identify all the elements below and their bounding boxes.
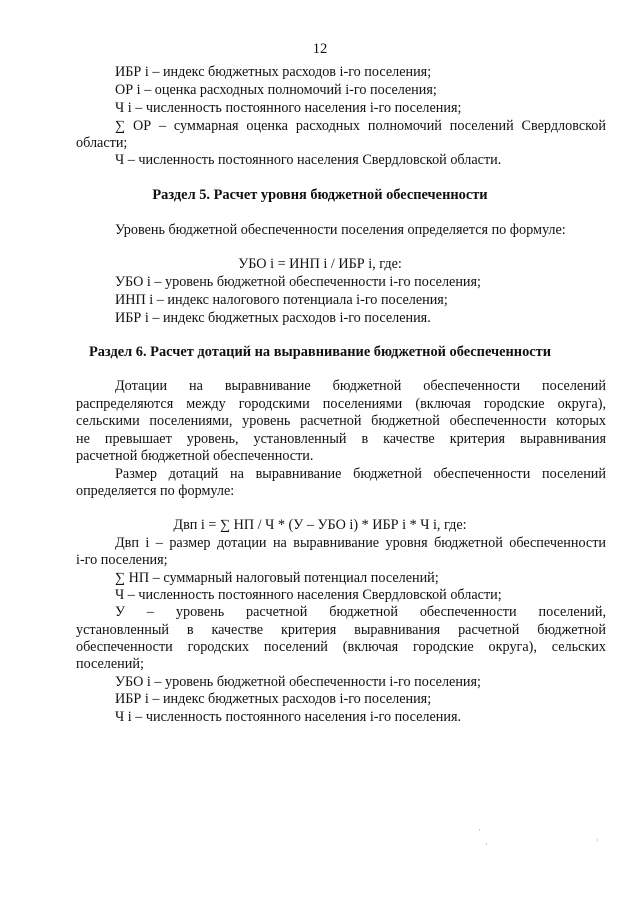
definition-line: ИБР i – индекс бюджетных расходов i-го поселения;: [115, 64, 432, 80]
scan-speck: ·: [478, 826, 481, 835]
section-6-formula: Двп i = ∑ НП / Ч * (У – УБО i) * ИБР i * Ч i, где:: [173, 517, 467, 533]
definition-line: ∑ ОР – суммарная оценка расходных полномочий поселений Свердловской: [115, 118, 606, 134]
definition-line: ∑ НП – суммарный налоговый потенциал поселений;: [115, 570, 439, 586]
definition-line: Ч – численность постоянного населения Свердловской области;: [115, 587, 502, 603]
definition-line: Ч – численность постоянного населения Свердловской области.: [115, 152, 502, 168]
paragraph-line: определяется по формуле:: [76, 483, 235, 499]
section-5-formula: УБО i = ИНП i / ИБР i, где:: [238, 256, 402, 272]
paragraph-line: Размер дотаций на выравнивание бюджетной обеспеченности поселений: [115, 466, 606, 482]
definition-line: Двп i – размер дотации на выравнивание уровня бюджетной обеспеченности: [115, 535, 606, 551]
definition-line: Ч i – численность постоянного населения i-го поселения.: [115, 709, 462, 725]
paragraph-line: сельскими поселениями, уровень расчетной бюджетной обеспеченности которых: [76, 413, 606, 429]
paragraph-line: Дотации на выравнивание бюджетной обеспеченности поселений: [115, 378, 606, 394]
definition-line: ИНП i – индекс налогового потенциала i-го поселения;: [115, 292, 448, 308]
definition-line: обеспеченности городских поселений (включая городские округа), сельских: [76, 639, 606, 655]
definition-line: области;: [76, 135, 128, 151]
definition-line: УБО i – уровень бюджетной обеспеченности i-го поселения;: [115, 674, 481, 690]
paragraph-line: расчетной бюджетной обеспеченности.: [76, 448, 314, 464]
definition-line: Ч i – численность постоянного населения i-го поселения;: [115, 100, 462, 116]
scan-speck: ·: [596, 836, 599, 845]
definition-line: УБО i – уровень бюджетной обеспеченности i-го поселения;: [115, 274, 481, 290]
section-5-intro: Уровень бюджетной обеспеченности поселения определяется по формуле:: [115, 222, 566, 238]
definition-line: У – уровень расчетной бюджетной обеспеченности поселений,: [115, 604, 606, 620]
paragraph-line: не превышает уровень, установленный в качестве критерия выравнивания: [76, 431, 606, 447]
definition-line: ИБР i – индекс бюджетных расходов i-го поселения.: [115, 310, 431, 326]
definition-line: i-го поселения;: [76, 552, 168, 568]
definition-line: ИБР i – индекс бюджетных расходов i-го поселения;: [115, 691, 432, 707]
section-5-heading: Раздел 5. Расчет уровня бюджетной обеспеченности: [152, 187, 488, 203]
section-6-heading: Раздел 6. Расчет дотаций на выравнивание бюджетной обеспеченности: [88, 344, 552, 360]
paragraph-line: распределяются между городскими поселениями (включая городские округа),: [76, 396, 606, 412]
page-number: 12: [312, 41, 328, 57]
definition-line: ОР i – оценка расходных полномочий i-го поселения;: [115, 82, 437, 98]
definition-line: установленный в качестве критерия выравнивания расчетной бюджетной: [76, 622, 606, 638]
definition-line: поселений;: [76, 656, 144, 672]
scan-speck: ·: [485, 840, 488, 849]
